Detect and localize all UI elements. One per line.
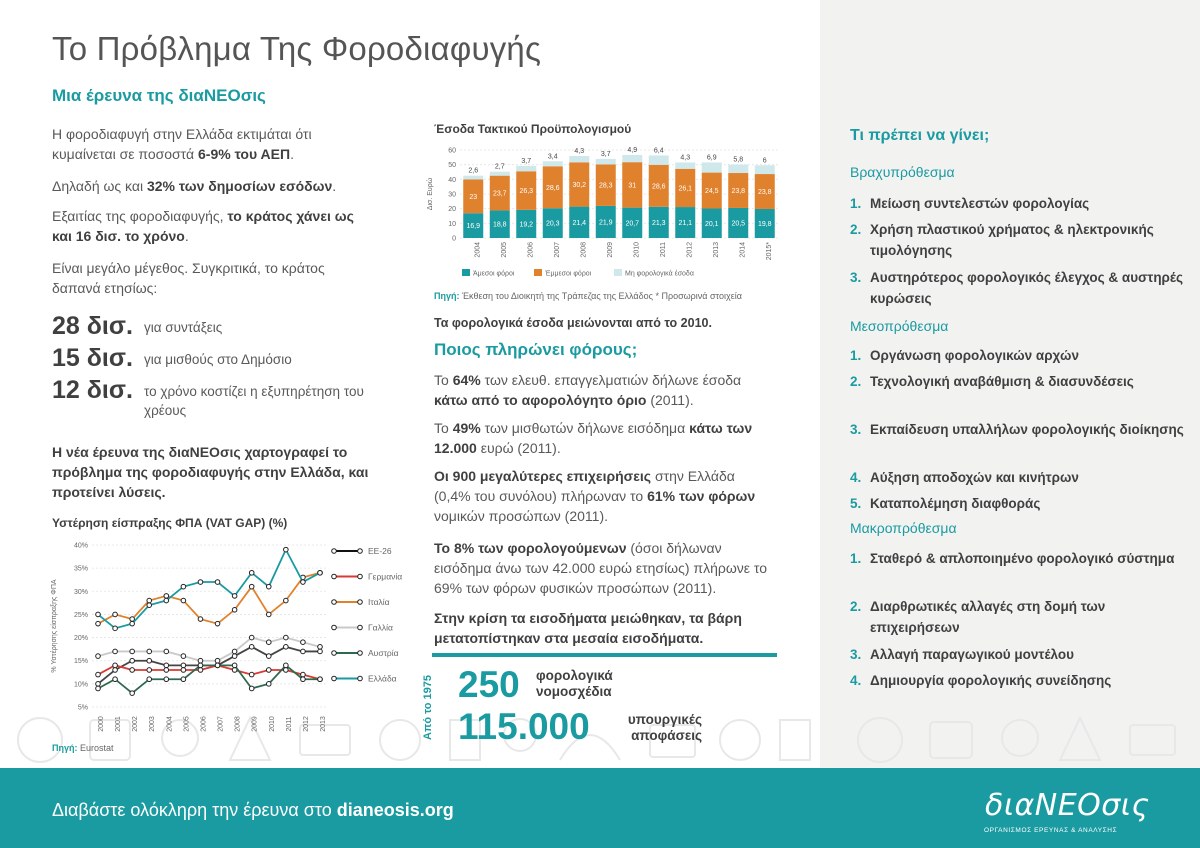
budget-bar-label: 4,3 [680, 154, 691, 162]
budget-bar-label: 28,6 [545, 184, 560, 192]
budget-bar-segment [463, 176, 483, 180]
intro-comparison: Είναι μεγάλο μέγεθος. Συγκριτικά, το κράτος δαπανά ετησίως: [52, 260, 325, 296]
list-text: Αύξηση αποδοχών και κινήτρων [870, 470, 1079, 485]
vat-legend-marker [332, 549, 337, 554]
vat-y-tick-label: 40% [73, 542, 88, 550]
vat-legend-marker [358, 676, 363, 681]
budget-x-tick-label: 2010 [633, 242, 641, 258]
list-number: 3. [850, 422, 862, 437]
big-number-salaries [52, 344, 374, 372]
big-number-text: το χρόνο κοστίζει η εξυπηρέτηση του χρέους [144, 384, 364, 418]
vat-y-tick-label: 15% [73, 658, 88, 666]
vat-series-2-point [232, 608, 237, 613]
budget-legend-swatch [462, 269, 470, 276]
budget-bar-label: 21,9 [598, 219, 613, 227]
who-pays-companies: Οι 900 μεγαλύτερες επιχειρήσεις στην Ελλάδα (0,4% του συνόλου) πλήρωναν το 61% των φόρων νομικών προσώπων (2011). [434, 468, 756, 524]
budget-bar-label: 21,4 [572, 219, 587, 227]
vat-series-3-point [164, 649, 169, 654]
vat-legend-marker [358, 549, 363, 554]
mid-item [850, 467, 1190, 488]
vat-series-1-point [130, 668, 135, 673]
budget-bar-label: 28,6 [651, 183, 666, 191]
budget-bar-label: 23,7 [492, 190, 507, 198]
what-to-do-heading: Τι πρέπει να γίνει; [850, 127, 990, 144]
divider-bar [432, 653, 777, 657]
decisions-text: υπουργικές αποφάσεις [627, 712, 702, 743]
vat-series-4-point [96, 686, 101, 691]
budget-x-tick-label: 2014 [739, 242, 747, 258]
budget-bar-label: 21,1 [678, 220, 693, 228]
vat-series-1-point [147, 668, 152, 673]
vat-legend-label: Ελλάδα [368, 673, 397, 684]
budget-bar-segment [649, 155, 669, 164]
budget-bar-label: 3,7 [600, 150, 611, 158]
who-pays-heading: Ποιος πληρώνει φόρους; [434, 340, 638, 359]
vat-x-tick-label: 2001 [115, 716, 123, 732]
vat-series-3-point [96, 654, 101, 659]
big-number-debt [52, 376, 374, 420]
budget-x-tick-label: 2009 [606, 242, 614, 258]
short-item [850, 219, 1190, 261]
short-item [850, 267, 1190, 309]
budget-y-tick-label: 20 [448, 206, 456, 214]
budget-x-tick-label: 2006 [527, 242, 535, 258]
vat-series-5-point [181, 584, 186, 589]
decisions-count: 115.000 [458, 706, 590, 747]
vat-extra-series-point [181, 663, 186, 668]
who-pays-top-taxpayers: Το 8% των φορολογούμενων (όσοι δήλωναν εισόδημα άνω των 42.000 ευρώ ετησίως) πλήρωνε το 69% των φόρων φυσικών προσώπων (2011). [434, 540, 767, 596]
vat-extra-series-point [130, 658, 135, 663]
vat-series-2-point [215, 621, 220, 626]
vat-y-tick-label: 5% [77, 704, 88, 712]
budget-bar-label: 18,8 [492, 221, 507, 229]
budget-legend-swatch [534, 269, 542, 276]
revenues-decline-text: Τα φορολογικά έσοδα μειώνονται από το 2010. [434, 316, 712, 330]
vat-series-5-point [266, 584, 271, 589]
vat-series-5-point [164, 598, 169, 603]
long-item [850, 596, 1190, 638]
budget-bar-segment [490, 172, 510, 176]
big-number-text: για μισθούς στο Δημόσιο [144, 352, 292, 367]
long-item [850, 670, 1190, 691]
big-number-value: 28 δισ. [52, 312, 133, 340]
vat-extra-series-point [232, 654, 237, 659]
vat-series-3-point [215, 658, 220, 663]
list-text: Εκπαίδευση υπαλλήλων φορολογικής διοίκησης [870, 422, 1184, 437]
budget-bar-label: 23,8 [731, 187, 746, 195]
who-pays-crisis: Στην κρίση τα εισοδήματα μειώθηκαν, τα βάρη μετατοπίστηκαν στα μεσαία εισοδήματα. [434, 610, 742, 646]
budget-x-tick-label: 2005 [500, 242, 508, 258]
vat-y-tick-label: 10% [73, 681, 88, 689]
budget-y-axis-label: Δισ. Ευρώ [427, 177, 434, 211]
vat-x-tick-label: 2000 [98, 716, 105, 732]
mid-item [850, 371, 1190, 392]
vat-extra-series-point [266, 654, 271, 659]
vat-y-tick-label: 35% [73, 565, 88, 573]
budget-revenue-chart [424, 138, 794, 280]
vat-x-tick-label: 2010 [268, 716, 276, 732]
list-number: 2. [850, 599, 862, 614]
vat-legend-marker [358, 651, 363, 656]
vat-series-4-point [215, 663, 220, 668]
budget-bar-segment [596, 159, 616, 164]
vat-series-2-point [266, 612, 271, 617]
big-number-text: για συντάξεις [144, 320, 223, 335]
intro-loss: Εξαιτίας της φοροδιαφυγής, το κράτος χάνει ως και 16 δισ. το χρόνο. [52, 208, 354, 244]
short-term-heading: Βραχυπρόθεσμα [850, 164, 955, 180]
budget-y-tick-label: 30 [448, 191, 456, 199]
budget-bar-label: 19,8 [757, 220, 772, 228]
budget-bar-label: 3,7 [521, 157, 532, 165]
vat-series-4-point [249, 686, 254, 691]
long-item [850, 548, 1190, 569]
mid-item [850, 345, 1190, 366]
vat-series-5-point [215, 580, 220, 585]
budget-y-tick-label: 40 [448, 176, 456, 184]
vat-series-3-point [284, 635, 289, 640]
vat-legend-marker [358, 574, 363, 579]
vat-series-1-point [301, 672, 306, 677]
vat-extra-series-point [318, 649, 323, 654]
budget-bar-label: 2,7 [494, 163, 505, 171]
budget-legend-label: Έμμεσοι φόροι [545, 270, 592, 278]
budget-bar-label: 6,4 [653, 147, 664, 155]
vat-x-tick-label: 2003 [149, 716, 157, 732]
budget-bar-label: 21,3 [651, 219, 666, 227]
list-text: Δημιουργία φορολογικής συνείδησης [870, 673, 1112, 688]
list-number: 1. [850, 348, 862, 363]
budget-bar-segment [728, 165, 748, 174]
vat-extra-series-point [301, 649, 306, 654]
vat-x-tick-label: 2007 [217, 716, 225, 732]
page-subtitle: Μια έρευνα της διαΝΕΟσις [52, 86, 266, 105]
vat-series-1-point [181, 668, 186, 673]
budget-x-tick-label: 2013 [712, 242, 720, 258]
list-text: Σταθερό & απλοποιημένο φορολογικό σύστημα [870, 551, 1175, 566]
list-text: Αλλαγή παραγωγικού μοντέλου [870, 647, 1074, 662]
vat-series-2-point [113, 612, 118, 617]
intro-gdp: Η φοροδιαφυγή στην Ελλάδα εκτιμάται ότι κυμαίνεται σε ποσοστά 6-9% του ΑΕΠ. [52, 126, 312, 162]
vat-x-tick-label: 2012 [302, 716, 310, 732]
vat-extra-series-point [249, 645, 254, 650]
budget-x-tick-label: 2012 [686, 242, 694, 258]
vat-legend-label: Ιταλία [368, 597, 390, 607]
dianeosis-logo: διαΝΕΟσις [985, 788, 1150, 823]
mid-item [850, 419, 1190, 440]
list-number: 2. [850, 222, 862, 237]
list-text: Οργάνωση φορολογικών αρχών [870, 348, 1079, 363]
list-text: Καταπολέμηση διαφθοράς [870, 496, 1041, 511]
vat-series-2-point [198, 617, 203, 622]
list-text: Τεχνολογική αναβάθμιση & διασυνδέσεις [870, 374, 1134, 389]
vat-legend-marker [332, 651, 337, 656]
vat-series-1-point [198, 668, 203, 673]
vat-series-1-point [113, 663, 118, 668]
list-number: 2. [850, 374, 862, 389]
vat-series-5-point [198, 580, 203, 585]
budget-bar-label: 20,1 [704, 220, 719, 228]
budget-bar-segment [516, 166, 536, 171]
list-text: Διαρθρωτικές αλλαγές στη δομή των επιχειρήσεων [870, 599, 1106, 635]
vat-x-tick-label: 2004 [166, 716, 174, 732]
vat-series-3-point [113, 649, 118, 654]
mid-item [850, 493, 1190, 514]
vat-legend-marker [332, 574, 337, 579]
vat-series-5-point [249, 570, 254, 575]
list-number: 1. [850, 196, 862, 211]
list-text: Μείωση συντελεστών φορολογίας [870, 196, 1090, 211]
vat-series-5-point [318, 570, 323, 575]
vat-extra-series-point [284, 645, 289, 650]
budget-bar-label: 23 [469, 193, 478, 201]
list-text: Χρήση πλαστικού χρήματος & ηλεκτρονικής τιμολόγησης [870, 222, 1154, 258]
vat-series-2-point [147, 598, 152, 603]
bills-text: φορολογικά νομοσχέδια [536, 668, 613, 699]
budget-bar-segment [675, 162, 695, 168]
footer-link[interactable]: dianeosis.org [336, 800, 454, 820]
new-research-text: Η νέα έρευνα της διαΝΕΟσις χαρτογραφεί το πρόβλημα της φοροδιαφυγής στην Ελλάδα, και προτείνει λύσεις. [52, 444, 369, 500]
vat-series-1-point [164, 668, 169, 673]
vat-series-4-point [232, 663, 237, 668]
budget-bar-segment [755, 165, 775, 174]
vat-legend-marker [358, 625, 363, 630]
bills-count: 250 [458, 664, 520, 705]
vat-extra-series-point [113, 668, 118, 673]
budget-bar-label: 3,4 [547, 153, 558, 161]
long-item [850, 644, 1190, 665]
vat-series-3-point [232, 649, 237, 654]
vat-series-3-point [181, 654, 186, 659]
vat-legend-marker [332, 600, 337, 605]
footer-text: Διαβάστε ολόκληρη την έρευνα στο dianeosis.org [52, 800, 454, 820]
vat-series-2-point [181, 598, 186, 603]
vat-series-5-point [284, 547, 289, 552]
budget-bar-label: 31 [628, 182, 637, 190]
vat-series-5-point [147, 603, 152, 608]
vat-series-3-point [198, 658, 203, 663]
budget-y-tick-label: 10 [448, 220, 456, 228]
vat-x-tick-label: 2006 [200, 716, 208, 732]
budget-x-tick-label: 2004 [474, 242, 482, 258]
vat-series-1-point [249, 672, 254, 677]
big-number-value: 12 δισ. [52, 376, 133, 404]
vat-gap-chart [44, 535, 424, 735]
dianeosis-logo-subtitle: ΟΡΓΑΝΙΣΜΟΣ ΕΡΕΥΝΑΣ & ΑΝΑΛΥΣΗΣ [984, 827, 1118, 834]
vat-y-tick-label: 25% [73, 611, 88, 619]
intro-revenue: Δηλαδή ως και 32% των δημοσίων εσόδων. [52, 178, 337, 194]
budget-legend-label: Άμεσοι φόροι [473, 270, 515, 278]
budget-x-tick-label: 2011 [659, 242, 667, 258]
vat-legend-label: Γερμανία [368, 571, 403, 582]
vat-extra-series-point [147, 658, 152, 663]
budget-bar-segment [702, 162, 722, 172]
vat-series-1-point [266, 668, 271, 673]
vat-extra-series-point [96, 682, 101, 687]
big-number-value: 15 δισ. [52, 344, 133, 372]
vat-x-tick-label: 2008 [234, 716, 242, 732]
vat-series-3-point [266, 640, 271, 645]
vat-chart-source: Πηγή: Eurostat [52, 743, 114, 753]
budget-bar-label: 16,9 [466, 223, 481, 231]
vat-x-tick-label: 2009 [251, 716, 259, 732]
vat-y-axis-label: % Υστέρησης είσπραξης ΦΠΑ [51, 579, 58, 673]
list-number: 4. [850, 470, 862, 485]
budget-chart-title: Έσοδα Τακτικού Προϋπολογισμού [434, 122, 632, 136]
list-number: 3. [850, 270, 862, 285]
list-number: 5. [850, 496, 862, 511]
list-number: 3. [850, 647, 862, 662]
budget-chart-source: Πηγή: Έκθεση του Διοικητή της Τράπεζας της Ελλάδος * Προσωρινά στοιχεία [434, 291, 742, 301]
vat-series-4-point [284, 663, 289, 668]
list-text: Αυστηρότερος φορολογικός έλεγχος & αυστηρές κυρώσεις [870, 270, 1184, 306]
vat-y-tick-label: 20% [73, 635, 88, 643]
budget-bar-segment [543, 161, 563, 166]
budget-bar-label: 6 [762, 157, 767, 165]
budget-y-tick-label: 0 [452, 235, 456, 243]
who-pays-freelancers: Το 64% των ελευθ. επαγγελματιών δήλωνε έσοδα κάτω από το αφορολόγητο όριο (2011). [434, 372, 742, 408]
vat-series-4-point [147, 677, 152, 682]
vat-legend-marker [332, 676, 337, 681]
budget-legend-label: Μη φορολογικά έσοδα [625, 270, 694, 278]
vat-series-3-point [301, 640, 306, 645]
list-number: 1. [850, 551, 862, 566]
budget-bar-label: 4,9 [627, 146, 638, 154]
since-1975-label: Από το 1975 [422, 675, 434, 740]
vat-series-4-point [318, 677, 323, 682]
vat-series-4-point [301, 677, 306, 682]
vat-series-3-point [130, 649, 135, 654]
vat-series-4-point [266, 682, 271, 687]
budget-bar-label: 26,3 [519, 188, 534, 196]
budget-bar-label: 24,5 [704, 188, 719, 196]
vat-legend-marker [332, 625, 337, 630]
big-number-pensions [52, 312, 374, 340]
budget-bar-label: 28,3 [598, 182, 613, 190]
vat-series-4-point [113, 677, 118, 682]
vat-series-1-point [96, 672, 101, 677]
vat-series-5-point [301, 580, 306, 585]
long-term-heading: Μακροπρόθεσμα [850, 520, 957, 536]
vat-legend-label: Αυστρία [368, 648, 399, 658]
vat-series-4-point [181, 677, 186, 682]
budget-y-tick-label: 50 [448, 162, 456, 170]
budget-bar-label: 19,2 [519, 221, 534, 229]
list-number: 4. [850, 673, 862, 688]
budget-bar-label: 26,1 [678, 185, 693, 193]
budget-x-tick-label: 2008 [580, 242, 588, 258]
vat-extra-series-point [164, 663, 169, 668]
vat-x-tick-label: 2005 [183, 716, 191, 732]
budget-legend-swatch [614, 269, 622, 276]
budget-x-tick-label: 2015* [765, 242, 773, 261]
budget-bar-label: 6,9 [706, 154, 717, 162]
short-item [850, 193, 1190, 214]
vat-x-tick-label: 2013 [320, 716, 327, 732]
vat-legend-label: Γαλλία [368, 622, 393, 633]
vat-x-tick-label: 2011 [285, 716, 293, 732]
vat-legend-label: ΕΕ-26 [368, 546, 392, 556]
vat-series-4-point [164, 677, 169, 682]
vat-series-3-point [147, 649, 152, 654]
vat-y-tick-label: 30% [73, 588, 88, 596]
vat-series-2-point [164, 594, 169, 599]
vat-series-5-point [113, 626, 118, 631]
vat-series-3-point [249, 635, 254, 640]
budget-bar-label: 2,6 [468, 167, 479, 175]
budget-x-tick-label: 2007 [553, 242, 561, 258]
budget-bar-label: 23,8 [757, 189, 772, 197]
vat-chart-title: Υστέρηση είσπραξης ΦΠΑ (VAT GAP) (%) [52, 516, 288, 530]
mid-term-heading: Μεσοπρόθεσμα [850, 318, 949, 334]
page-title: Το Πρόβλημα Της Φοροδιαφυγής [52, 30, 542, 67]
who-pays-employees: Το 49% των μισθωτών δήλωνε εισόδημα κάτω των 12.000 ευρώ (2011). [434, 420, 753, 456]
budget-bar-label: 20,5 [731, 220, 746, 228]
budget-bar-label: 5,8 [733, 156, 744, 164]
vat-series-4-point [198, 663, 203, 668]
vat-series-2-point [284, 598, 289, 603]
budget-bar-label: 20,3 [545, 220, 560, 228]
vat-series-3-point [318, 645, 323, 650]
vat-series-2-point [96, 621, 101, 626]
vat-series-2-point [249, 584, 254, 589]
budget-bar-segment [569, 156, 589, 162]
budget-y-tick-label: 60 [448, 147, 456, 155]
vat-x-tick-label: 2002 [132, 716, 140, 732]
vat-series-4-point [130, 691, 135, 696]
budget-bar-label: 30,2 [572, 181, 587, 189]
budget-bar-label: 4,3 [574, 148, 585, 156]
vat-legend-marker [358, 600, 363, 605]
vat-series-5-point [232, 594, 237, 599]
vat-series-5-point [96, 612, 101, 617]
budget-bar-segment [622, 155, 642, 162]
budget-bar-label: 20,7 [625, 220, 640, 228]
vat-series-5-point [130, 621, 135, 626]
